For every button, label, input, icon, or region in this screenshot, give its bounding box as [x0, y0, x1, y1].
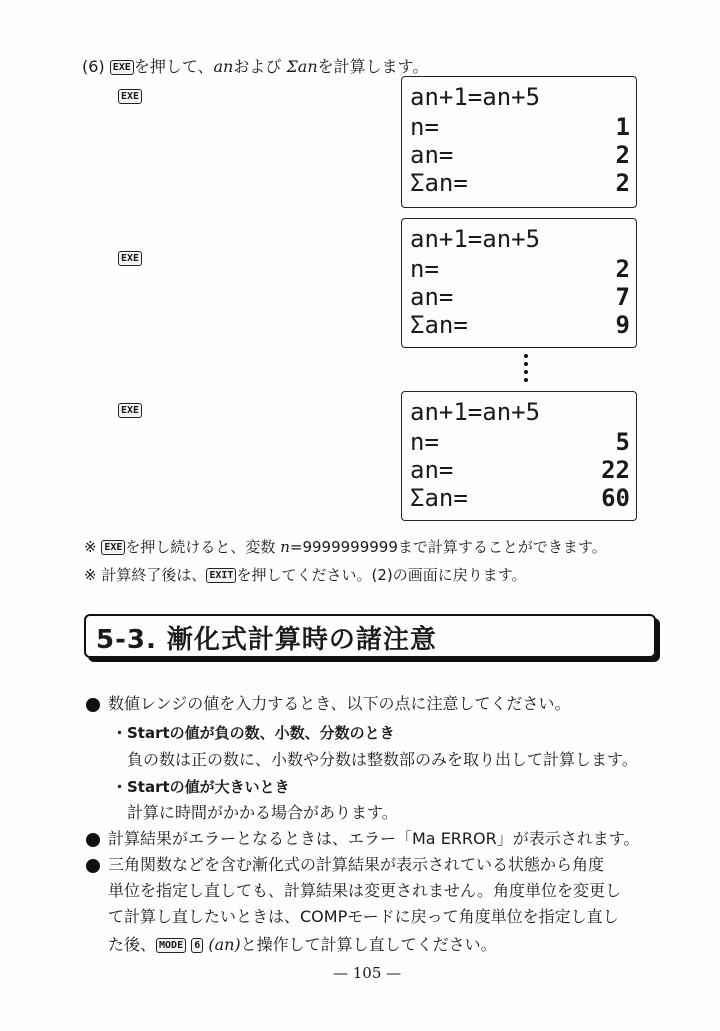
row-label: Σan=: [410, 311, 468, 339]
note-text: を押してください。(2)の画面に戻ります。: [236, 566, 527, 584]
exe-key-icon: EXE: [118, 403, 142, 418]
text: と操作して計算し直してください。: [240, 935, 497, 954]
note-text: =9999999999まで計算することができます。: [289, 538, 607, 556]
bullet-text: 計算結果がエラーとなるときは、エラー「Ma ERROR」が表示されます。: [108, 829, 640, 848]
row-label: n=: [410, 428, 439, 456]
row-value: 2: [615, 141, 630, 169]
bullet-icon: [86, 833, 100, 847]
row-value: 7: [615, 283, 630, 311]
bullet-text: て計算し直したいときは、COMPモードに戻って角度単位を指定し直し: [108, 907, 619, 926]
step-text: を押して、: [133, 57, 214, 76]
row-value: 2: [615, 255, 630, 283]
row-label: an=: [410, 456, 454, 484]
var-n: n: [280, 538, 290, 556]
exe-key-icon: EXE: [118, 89, 142, 104]
bullet-icon: [86, 859, 100, 873]
exit-key-icon: EXIT: [206, 568, 236, 583]
exe-key-icon: EXE: [118, 251, 142, 266]
exe-key-icon: EXE: [110, 60, 134, 75]
row-label: n=: [410, 255, 439, 283]
note-1: [84, 536, 607, 557]
calculator-screen-1: [401, 76, 637, 208]
row-label: an=: [410, 283, 454, 311]
formula-text: an+1=an+5: [410, 398, 541, 426]
note-mark: ※: [84, 566, 97, 584]
row-value: 5: [615, 428, 630, 456]
section-heading: [84, 614, 656, 658]
row-label: Σan=: [410, 169, 468, 197]
sub-heading: ・Startの値が大きいとき: [112, 778, 290, 796]
row-label: Σan=: [410, 484, 468, 512]
row-value: 9: [615, 311, 630, 339]
calculator-screen-3: [401, 391, 637, 521]
text: た後、: [108, 935, 157, 954]
note-text: を押し続けると、変数: [125, 538, 281, 556]
bullet-text: [108, 934, 497, 956]
row-value: 2: [615, 169, 630, 197]
step-number: (6): [82, 57, 105, 76]
formula-text: an+1=an+5: [410, 225, 541, 253]
six-key-icon: 6: [191, 938, 203, 953]
sub-heading: ・Startの値が負の数、小数、分数のとき: [112, 724, 395, 742]
bullet-text: 単位を指定し直しても、計算結果は変更されません。角度単位を変更し: [108, 881, 621, 900]
formula-text: an+1=an+5: [410, 83, 541, 111]
var-an: an: [213, 57, 234, 76]
row-value: 1: [615, 113, 630, 141]
page-number: — 105 —: [333, 964, 402, 982]
row-value: 22: [601, 456, 630, 484]
step-instruction: [82, 56, 428, 78]
section-title: 5-3. 漸化式計算時の諸注意: [96, 625, 437, 655]
sub-text: 計算に時間がかかる場合があります。: [127, 803, 398, 822]
row-label: n=: [410, 113, 439, 141]
continuation-dots: [523, 354, 529, 386]
note-text: 計算終了後は、: [101, 566, 207, 584]
row-value: 60: [601, 484, 630, 512]
note-mark: ※: [84, 538, 97, 556]
bullet-icon: [86, 698, 100, 712]
sub-text: 負の数は正の数に、小数や分数は整数部のみを取り出して計算します。: [127, 750, 638, 769]
mode-key-icon: MODE: [156, 938, 186, 953]
row-label: an=: [410, 141, 454, 169]
bullet-text: 三角関数などを含む漸化式の計算結果が表示されている状態から角度: [108, 855, 605, 874]
bullet-text: 数値レンジの値を入力するとき、以下の点に注意してください。: [108, 694, 571, 713]
step-text-and: および: [233, 57, 282, 76]
step-text-end: を計算します。: [317, 57, 429, 76]
exe-key-icon: EXE: [101, 540, 125, 555]
var-an: (an): [208, 935, 241, 954]
note-2: [84, 564, 527, 585]
calculator-screen-2: [401, 218, 637, 348]
var-sum-an: Σan: [286, 57, 318, 76]
